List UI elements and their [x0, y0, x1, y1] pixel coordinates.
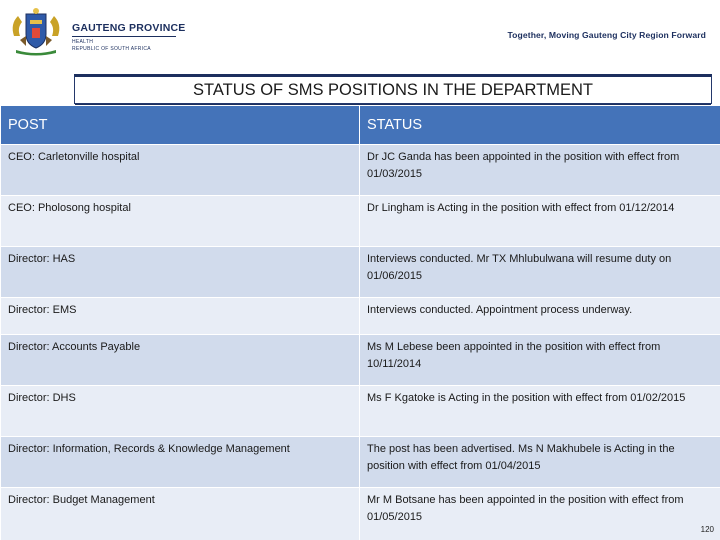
department-line: HEALTH	[72, 39, 94, 45]
status-cell: Dr JC Ganda has been appointed in the position with effect from 01/03/2015	[360, 145, 720, 196]
table-header-row	[1, 106, 720, 145]
table-row	[1, 247, 720, 298]
status-cell: Dr Lingham is Acting in the position with effect from 01/12/2014	[360, 196, 720, 247]
page-header	[0, 0, 720, 66]
post-cell: Director: Information, Records & Knowledge Management	[1, 437, 360, 488]
post-cell: Director: HAS	[1, 247, 360, 298]
status-cell: The post has been advertised. Ms N Makhubele is Acting in the position with effect from 01/04/2015	[360, 437, 720, 488]
post-cell: Director: EMS	[1, 298, 360, 335]
tagline: Together, Moving Gauteng City Region Forward	[507, 30, 706, 40]
post-cell: Director: Budget Management	[1, 488, 360, 540]
brand-divider	[72, 36, 176, 37]
status-cell: Mr M Botsane has been appointed in the position with effect from 01/05/2015	[360, 488, 720, 540]
table-row	[1, 488, 720, 540]
table-row	[1, 437, 720, 488]
table-row	[1, 145, 720, 196]
post-cell: CEO: Pholosong hospital	[1, 196, 360, 247]
table-row	[1, 386, 720, 437]
table-row	[1, 335, 720, 386]
status-cell: Ms F Kgatoke is Acting in the position with effect from 01/02/2015	[360, 386, 720, 437]
status-cell: Ms M Lebese been appointed in the position with effect from 10/11/2014	[360, 335, 720, 386]
column-header-status: STATUS	[360, 106, 720, 145]
title-bar	[74, 74, 712, 104]
coat-of-arms-icon	[8, 6, 64, 56]
table-row	[1, 196, 720, 247]
post-cell: CEO: Carletonville hospital	[1, 145, 360, 196]
page-title: STATUS OF SMS POSITIONS IN THE DEPARTMENT	[192, 81, 593, 99]
post-cell: Director: Accounts Payable	[1, 335, 360, 386]
status-cell: Interviews conducted. Appointment process underway.	[360, 298, 720, 335]
column-header-post: POST	[1, 106, 360, 145]
table-row	[1, 298, 720, 335]
sms-positions-table	[0, 105, 720, 540]
status-cell: Interviews conducted. Mr TX Mhlubulwana will resume duty on 01/06/2015	[360, 247, 720, 298]
country-line: REPUBLIC OF SOUTH AFRICA	[72, 46, 151, 52]
province-brand	[72, 22, 185, 52]
post-cell: Director: DHS	[1, 386, 360, 437]
province-name: GAUTENG PROVINCE	[72, 22, 186, 34]
page-number: 120	[700, 525, 714, 534]
